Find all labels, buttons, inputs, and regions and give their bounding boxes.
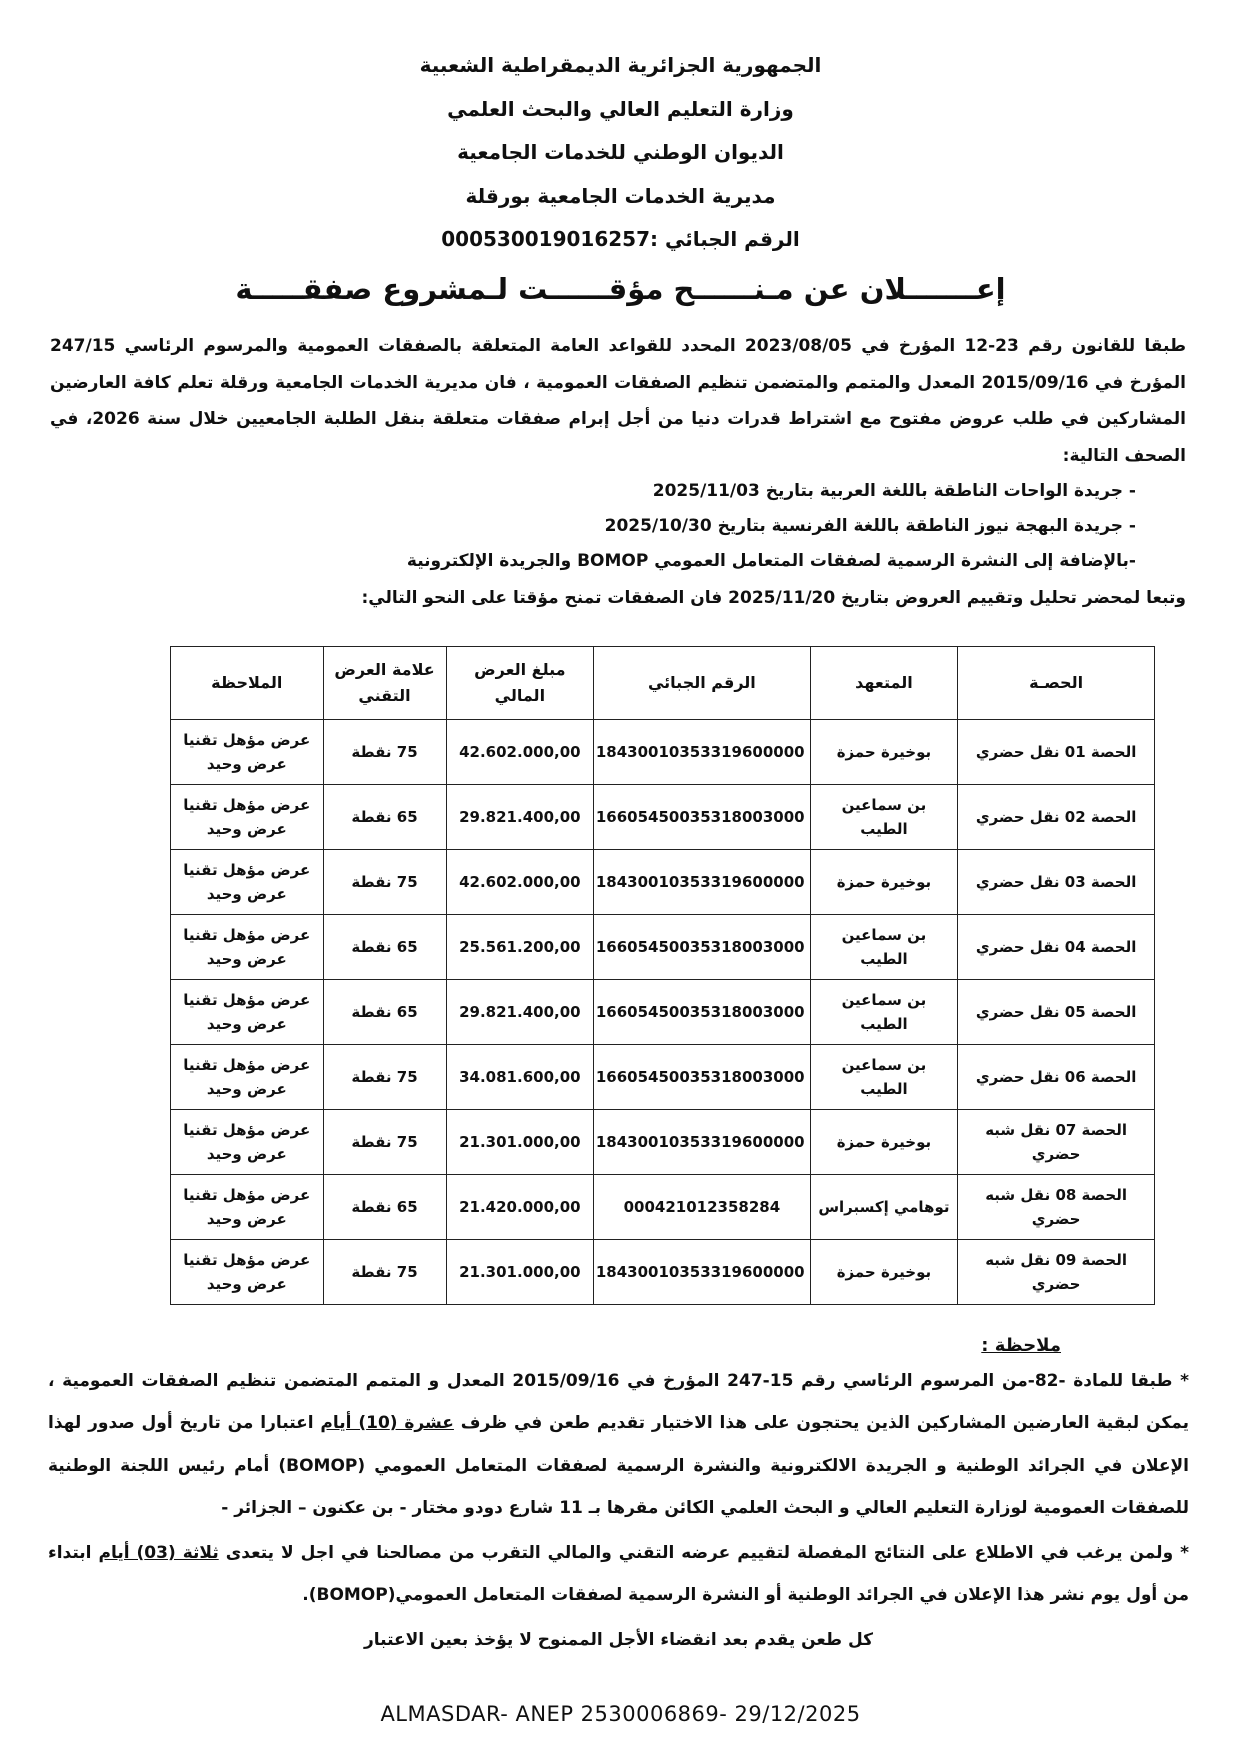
intro-closing-line: وتبعا لمحضر تحليل وتقييم العروض بتاريخ 2025/11/20 فان الصفقات تمنح مؤقتا على النحو التالي: <box>361 587 1186 608</box>
note2-text-post: ابتداء من أول يوم نشر هذا الإعلان في الجرائد الوطنية أو النشرة الرسمية لصفقات المتعامل العمومي(BOMOP). <box>48 1542 1189 1606</box>
score-cell: 65 نقطة <box>323 914 446 979</box>
lot-cell: الحصة 01 نقل حضري <box>958 719 1155 784</box>
note-cell: عرض مؤهل تقنيا عرض وحيد <box>171 719 324 784</box>
tax-id-cell: 16605450035318003000 <box>594 784 810 849</box>
score-cell: 75 نقطة <box>323 719 446 784</box>
tax-number-line: الرقم الجبائي :000530019016257 <box>441 227 800 252</box>
note1-text-pre: * طبقا للمادة -82-من المرسوم الرئاسي رقم 15-247 المؤرخ في 2015/09/16 المعدل و المتمم المتضمن تنظيم الصفقات العمومية ، يمكن لبقية العارضين المشاركين الذين يحتجون على هذا الاختيار تقديم طعن في ظرف <box>48 1370 1190 1434</box>
vendor-cell: بوخيرة حمزة <box>810 1239 958 1304</box>
results-table <box>170 646 1155 1304</box>
lot-cell: الحصة 06 نقل حضري <box>958 1044 1155 1109</box>
header-note: الملاحظة <box>171 647 324 719</box>
amount-cell: 29.821.400,00 <box>446 979 594 1044</box>
note-cell: عرض مؤهل تقنيا عرض وحيد <box>171 1239 324 1304</box>
intro-paragraph: طبقا للقانون رقم 23-12 المؤرخ في 2023/08/05 المحدد للقواعد العامة المتعلقة بالصفقات العمومية والمرسوم الرئاسي 247/15 المؤرخ في 2015/09/16 المعدل والمتمم والمتضمن تنظيم الصفقات العمومية ، فان مديرية الخدمات الجامعية ورقلة تعلم كافة العارضين المشاركين في طلب عروض مفتوح مع اشتراط قدرات دنيا من أجل إبرام صفقات متعلقة بنقل الطلبة الجامعيين خلال سنة 2026، في الصحف التالية: <box>50 335 1186 466</box>
amount-cell: 29.821.400,00 <box>446 784 594 849</box>
score-cell: 75 نقطة <box>323 1239 446 1304</box>
vendor-cell: بن سماعين الطيب <box>810 1044 958 1109</box>
republic-line: الجمهورية الجزائرية الديمقراطية الشعبية <box>419 53 822 77</box>
table-row <box>171 784 1155 849</box>
notes-section <box>48 1335 1189 1660</box>
score-cell: 65 نقطة <box>323 784 446 849</box>
tax-id-cell: 18430010353319600000 <box>594 849 810 914</box>
amount-cell: 21.301.000,00 <box>446 1239 594 1304</box>
tax-id-cell: 16605450035318003000 <box>594 914 810 979</box>
ministry-line: وزارة التعليم العالي والبحث العلمي <box>447 96 794 121</box>
note1-underlined-ten-days: عشرة (10) أيام <box>320 1413 454 1434</box>
tax-id-cell: 18430010353319600000 <box>594 1239 810 1304</box>
note2-text-pre: * ولمن يرغب في الاطلاع على النتائج المفصلة لتقييم عرضه التقني والمالي التقرب من مصالحنا في اجل لا يتعدى <box>218 1542 1190 1563</box>
table-row <box>171 1174 1155 1239</box>
vendor-cell: بن سماعين الطيب <box>810 784 958 849</box>
amount-cell: 21.301.000,00 <box>446 1109 594 1174</box>
intro-section <box>50 328 1186 616</box>
table-row <box>171 719 1155 784</box>
table-row <box>171 1109 1155 1174</box>
table-row <box>171 1239 1155 1304</box>
table-row <box>171 914 1155 979</box>
newspaper-item-arabic: - جريدة الواحات الناطقة باللغة العربية بتاريخ 2025/11/03 <box>652 481 1136 502</box>
header-lot: الحصـة <box>958 647 1155 719</box>
document-header <box>0 0 1241 262</box>
table-row <box>171 1044 1155 1109</box>
header-amount: مبلغ العرض المالي <box>446 647 594 719</box>
national-office-line: الديوان الوطني للخدمات الجامعية <box>457 140 784 165</box>
anep-footer-credit: ALMASDAR- ANEP 2530006869- 29/12/2025 <box>380 1701 861 1726</box>
note-cell: عرض مؤهل تقنيا عرض وحيد <box>171 1174 324 1239</box>
note-cell: عرض مؤهل تقنيا عرض وحيد <box>171 1109 324 1174</box>
vendor-cell: بن سماعين الطيب <box>810 979 958 1044</box>
score-cell: 75 نقطة <box>323 849 446 914</box>
tax-id-cell: 16605450035318003000 <box>594 979 810 1044</box>
vendor-cell: بوخيرة حمزة <box>810 1109 958 1174</box>
score-cell: 65 نقطة <box>323 979 446 1044</box>
notes-heading: ملاحظة : <box>981 1334 1061 1356</box>
amount-cell: 42.602.000,00 <box>446 719 594 784</box>
vendor-cell: توهامي إكسبراس <box>810 1174 958 1239</box>
amount-cell: 34.081.600,00 <box>446 1044 594 1109</box>
lot-cell: الحصة 09 نقل شبه حضري <box>958 1239 1155 1304</box>
lot-cell: الحصة 08 نقل شبه حضري <box>958 1174 1155 1239</box>
late-appeal-disclaimer: كل طعن يقدم بعد انقضاء الأجل الممنوح لا يؤخذ بعين الاعتبار <box>363 1629 874 1650</box>
note1-text-post: اعتبارا من تاريخ أول صدور لهذا الإعلان في الجرائد الوطنية و الجريدة الالكترونية والنشرة الرسمية لصفقات المتعامل العمومي (BOMOP) أمام رئيس اللجنة الوطنية للصفقات العمومية لوزارة التعليم العالي و البحث العلمي الكائن مقرها بـ 11 شارع دودو مختار - بن عكنون – الجزائر - <box>48 1413 1189 1519</box>
header-tax-id: الرقم الجبائي <box>594 647 810 719</box>
note-cell: عرض مؤهل تقنيا عرض وحيد <box>171 784 324 849</box>
tax-id-cell: 16605450035318003000 <box>594 1044 810 1109</box>
header-vendor: المتعهد <box>810 647 958 719</box>
amount-cell: 25.561.200,00 <box>446 914 594 979</box>
score-cell: 75 نقطة <box>323 1109 446 1174</box>
table-row <box>171 849 1155 914</box>
vendor-cell: بوخيرة حمزة <box>810 719 958 784</box>
newspaper-item-french: - جريدة البهجة نيوز الناطقة باللغة الفرنسية بتاريخ 2025/10/30 <box>604 516 1136 536</box>
score-cell: 75 نقطة <box>323 1044 446 1109</box>
tax-id-cell: 18430010353319600000 <box>594 1109 810 1174</box>
amount-cell: 21.420.000,00 <box>446 1174 594 1239</box>
table-header-row <box>171 647 1155 719</box>
note-cell: عرض مؤهل تقنيا عرض وحيد <box>171 849 324 914</box>
directorate-line: مديرية الخدمات الجامعية بورقلة <box>465 183 776 208</box>
lot-cell: الحصة 02 نقل حضري <box>958 784 1155 849</box>
tax-id-cell: 18430010353319600000 <box>594 719 810 784</box>
note-paragraph-results-consultation <box>48 1532 1189 1617</box>
announcement-title: إعـــــــلان عن مـنــــــح مؤقــــــت لـمشروع صفقـــــة <box>235 271 1006 306</box>
newspaper-item-bomop: -بالإضافة إلى النشرة الرسمية لصفقات المتعامل العمومي BOMOP والجريدة الإلكترونية <box>406 550 1136 571</box>
note-paragraph-appeal-period <box>48 1360 1189 1530</box>
amount-cell: 42.602.000,00 <box>446 849 594 914</box>
table-row <box>171 979 1155 1044</box>
score-cell: 65 نقطة <box>323 1174 446 1239</box>
note-cell: عرض مؤهل تقنيا عرض وحيد <box>171 979 324 1044</box>
lot-cell: الحصة 04 نقل حضري <box>958 914 1155 979</box>
note-cell: عرض مؤهل تقنيا عرض وحيد <box>171 1044 324 1109</box>
note2-underlined-three-days: ثلاثة (03) أيام <box>98 1542 219 1563</box>
header-score: علامة العرض التقني <box>323 647 446 719</box>
tax-id-cell: 000421012358284 <box>594 1174 810 1239</box>
lot-cell: الحصة 05 نقل حضري <box>958 979 1155 1044</box>
vendor-cell: بوخيرة حمزة <box>810 849 958 914</box>
note-cell: عرض مؤهل تقنيا عرض وحيد <box>171 914 324 979</box>
vendor-cell: بن سماعين الطيب <box>810 914 958 979</box>
lot-cell: الحصة 07 نقل شبه حضري <box>958 1109 1155 1174</box>
lot-cell: الحصة 03 نقل حضري <box>958 849 1155 914</box>
